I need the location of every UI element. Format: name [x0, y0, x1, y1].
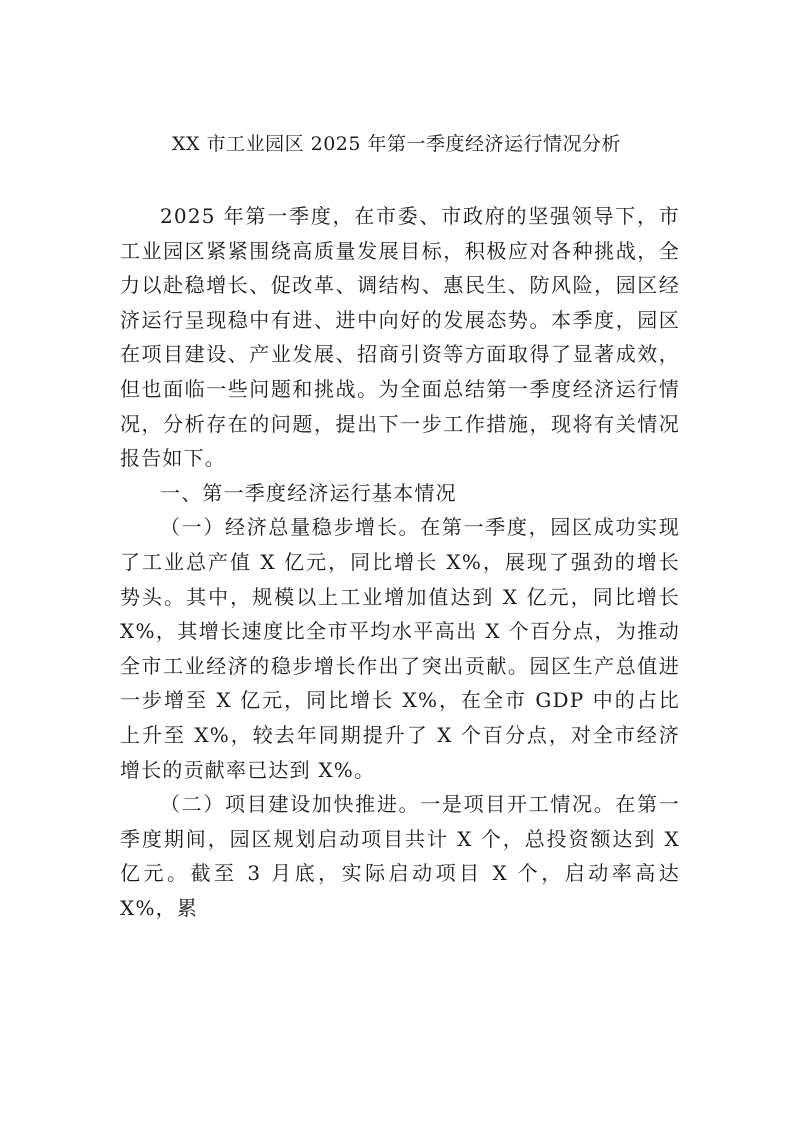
- project-construction-paragraph: （二）项目建设加快推进。一是项目开工情况。在第一季度期间，园区规划启动项目共计 X 个，总投资额达到 X 亿元。截至 3 月底，实际启动项目 X 个，启动率高达 X%，累: [120, 792, 680, 920]
- document-title: XX 市工业园区 2025 年第一季度经济运行情况分析: [171, 133, 622, 155]
- intro-paragraph: 2025 年第一季度，在市委、市政府的坚强领导下，市工业园区紧紧围绕高质量发展目标，积极应对各种挑战，全力以赴稳增长、促改革、调结构、惠民生、防风险，园区经济运行呈现稳中有进、进中向好的发展态势。本季度，园区在项目建设、产业发展、招商引资等方面取得了显著成效，但也面临一些问题和挑战。为全面总结第一季度经济运行情况，分析存在的问题，提出下一步工作措施，现将有关情况报告如下。: [120, 204, 680, 471]
- section-heading: 一、第一季度经济运行基本情况: [160, 480, 457, 505]
- economic-total-paragraph: （一）经济总量稳步增长。在第一季度，园区成功实现了工业总产值 X 亿元，同比增长 X%，展现了强劲的增长势头。其中，规模以上工业增加值达到 X 亿元，同比增长 X%，其增长速度比全市平均水平高出 X 个百分点，为推动全市工业经济的稳步增长作出了突出贡献。园区生产总值进一步增至 X 亿元，同比增长 X%，在全市 GDP 中的占比上升至 X%，较去年同期提升了 X 个百分点，对全市经济增长的贡献率已达到 X%。: [120, 515, 680, 782]
- document-body: [120, 199, 680, 925]
